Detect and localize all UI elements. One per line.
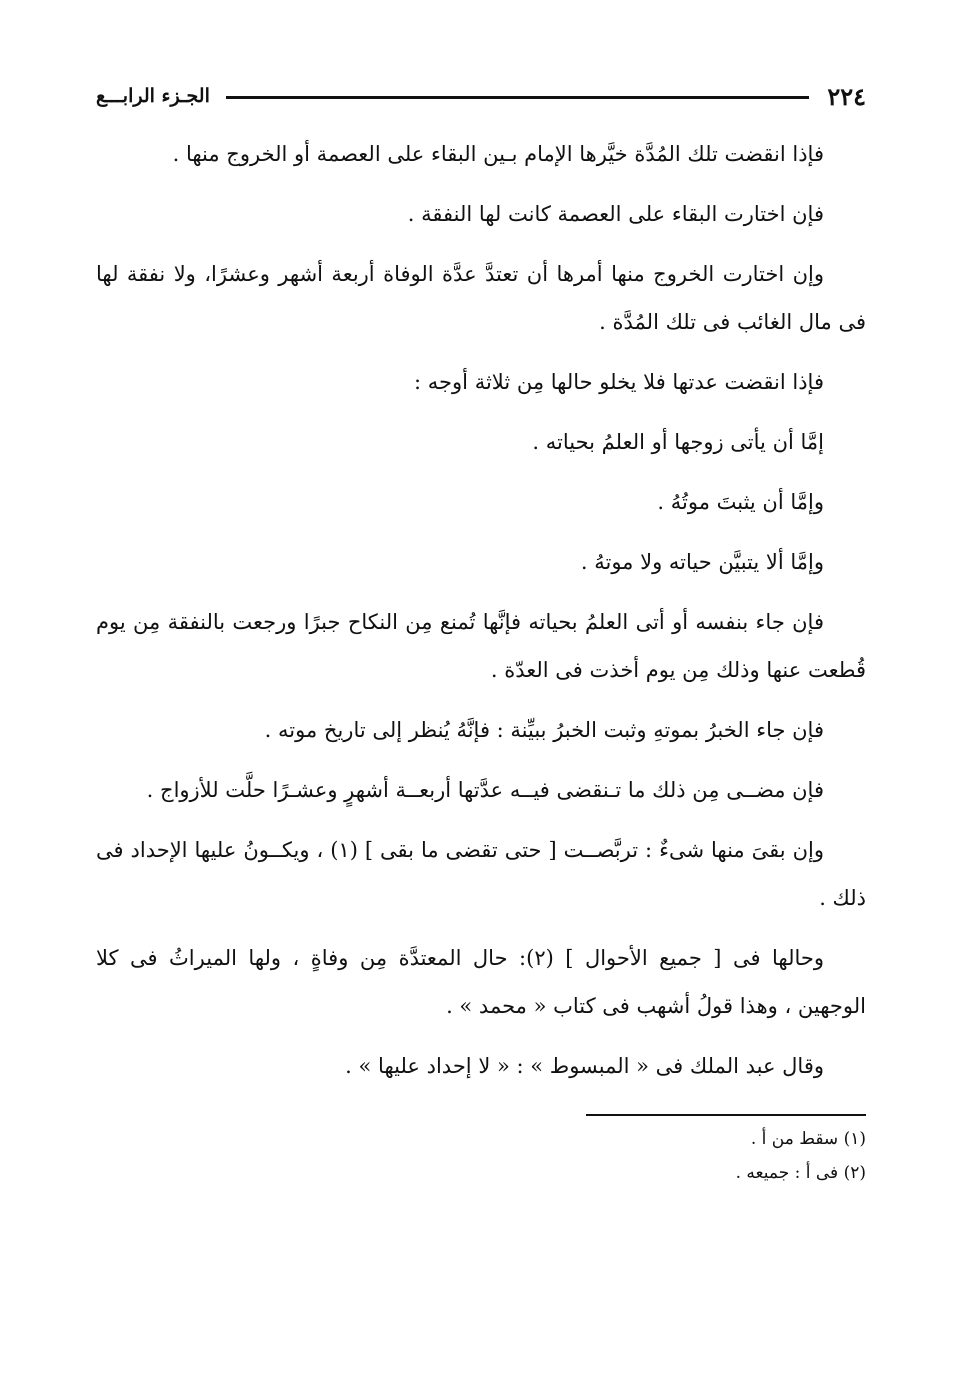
paragraph: وقال عبد الملك فى « المبسوط » : « لا إحداد عليها » . bbox=[345, 1054, 824, 1078]
paragraph: إمَّا أن يأتى زوجها أو العلمُ بحياته . bbox=[532, 430, 824, 454]
page-header bbox=[96, 76, 866, 116]
body-text bbox=[96, 130, 866, 1090]
paragraph: فإذا انقضت تلك المُدَّة خيَّرها الإمام بـين البقاء على العصمة أو الخروج منها . bbox=[172, 142, 824, 166]
paragraph: وإمَّا ألا يتبيَّن حياته ولا موتهُ . bbox=[580, 550, 824, 574]
document-page bbox=[96, 76, 866, 1306]
footnotes bbox=[96, 1122, 866, 1190]
paragraph: وإن بقىَ منها شىءٌ : تربَّصــت [ حتى تقضى ما بقى ] (١) ، ويكــونُ عليها الإحداد فى ذلك . bbox=[96, 838, 866, 910]
footnote-rule bbox=[586, 1114, 866, 1116]
paragraph: فإن اختارت البقاء على العصمة كانت لها النفقة . bbox=[407, 202, 824, 226]
footnote: (٢) فى أ : جميعه . bbox=[735, 1163, 866, 1183]
paragraph: فإن جاء بنفسه أو أتى العلمُ بحياته فإنَّها تُمنع مِن النكاح جبرًا ورجعت بالنفقة مِن يوم قُطعت عنها وذلك مِن يوم أخذت فى العدّة . bbox=[96, 610, 866, 682]
paragraph: فإن جاء الخبرُ بموتهِ وثبت الخبرُ ببيِّنة : فإنَّهُ يُنظر إلى تاريخ موته . bbox=[264, 718, 824, 742]
paragraph: وإمَّا أن يثبتَ موتُهُ . bbox=[657, 490, 824, 514]
paragraph: وحالها فى [ جميع الأحوال ] (٢): حال المعتدَّة مِن وفاةٍ ، ولها الميراثُ فى كلا الوجهين ، وهذا قولُ أشهب فى كتاب « محمد » . bbox=[96, 946, 866, 1018]
footnote: (١) سقط من أ . bbox=[750, 1129, 866, 1149]
header-rule bbox=[226, 96, 809, 99]
page-number: ٢٢٤ bbox=[827, 81, 866, 111]
paragraph: فإن مضــى مِن ذلك ما تـنقضى فيــه عدَّتها أربعــة أشهرٍ وعشـرًا حلَّت للأزواج . bbox=[146, 778, 824, 802]
running-title: الجـزء الرابـــع bbox=[96, 85, 210, 107]
paragraph: فإذا انقضت عدتها فلا يخلو حالها مِن ثلاثة أوجه : bbox=[414, 370, 824, 394]
paragraph: وإن اختارت الخروج منها أمرها أن تعتدَّ عدَّة الوفاة أربعة أشهر وعشرًا، ولا نفقة لها فى مال الغائب فى تلك المُدَّة . bbox=[96, 262, 866, 334]
